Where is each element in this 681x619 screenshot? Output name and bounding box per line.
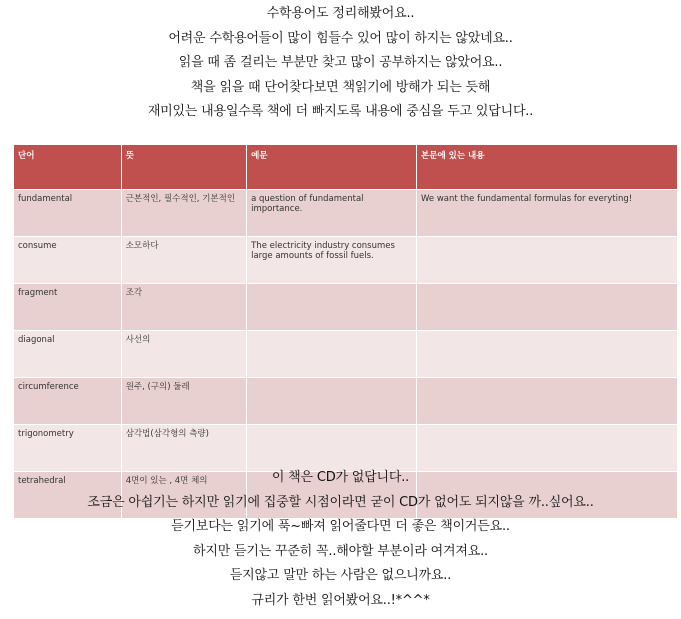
vocabulary-table (14, 145, 678, 518)
cell-example: a question of fundamental importance. (247, 190, 417, 237)
cell-meaning: 사선의 (121, 331, 246, 378)
cell-word: diagonal (14, 331, 121, 378)
intro-text (0, 2, 681, 125)
cell-meaning: 삼각법(삼각형의 측량) (121, 425, 246, 472)
header-body: 본문에 있는 내용 (417, 145, 678, 190)
cell-meaning: 원주, (구의) 둘레 (121, 378, 246, 425)
cell-example (247, 425, 417, 472)
cell-body: We want the fundamental formulas for everyting! (417, 190, 678, 237)
table-header-row (14, 145, 678, 190)
header-example: 예문 (247, 145, 417, 190)
cell-body (417, 284, 678, 331)
outro-line: 조금은 아쉽기는 하지만 읽기에 집중할 시점이라면 굳이 CD가 없어도 되지않을 까..싶어요.. (87, 494, 594, 510)
cell-example (247, 284, 417, 331)
cell-word: consume (14, 237, 121, 284)
cell-example (247, 378, 417, 425)
cell-word: circumference (14, 378, 121, 425)
header-meaning: 뜻 (121, 145, 246, 190)
header-word: 단어 (14, 145, 121, 190)
cell-body (417, 237, 678, 284)
table-row (14, 190, 678, 237)
cell-word: tetrahedral (14, 472, 121, 519)
table-row (14, 331, 678, 378)
outro-line: 듣지않고 말만 하는 사람은 없으니까요.. (229, 568, 452, 583)
intro-line: 수학용어도 정리해봤어요.. (266, 6, 415, 21)
cell-meaning: 근본적인, 필수적인, 기본적인 (121, 190, 246, 237)
outro-line: 하지만 듣기는 꾸준히 꼭..해야할 부분이라 여겨져요.. (193, 543, 488, 559)
cell-example (247, 331, 417, 378)
table-row (14, 425, 678, 472)
cell-body (417, 331, 678, 378)
outro-line: 듣기보다는 읽기에 푹~빠져 읽어줄다면 더 좋은 책이거든요.. (171, 519, 510, 534)
intro-line: 재미있는 내용일수록 책에 더 빠지도록 내용에 중심을 두고 있답니다.. (147, 104, 534, 119)
table-row (14, 284, 678, 331)
cell-word: fundamental (14, 190, 121, 237)
cell-body (417, 425, 678, 472)
cell-meaning: 조각 (121, 284, 246, 331)
intro-line: 책을 읽을 때 단어찾다보면 책읽기에 방해가 되는 듯해 (190, 79, 491, 95)
cell-example: The electricity industry consumes large amounts of fossil fuels. (247, 237, 417, 284)
outro-line: 규리가 한번 읽어봤어요..!*^^* (251, 592, 430, 608)
cell-meaning: 소모하다 (121, 237, 246, 284)
table-row (14, 237, 678, 284)
cell-body (417, 378, 678, 425)
outro-line: 이 책은 CD가 없답니다.. (271, 470, 410, 485)
intro-line: 읽을 때 좀 걸리는 부분만 찾고 많이 공부하지는 않았어요.. (178, 55, 503, 70)
intro-line: 어려운 수학용어들이 많이 힘들수 있어 많이 하지는 않았네요.. (168, 30, 513, 46)
table-row (14, 378, 678, 425)
cell-meaning: 4면이 있는 , 4면 체의 (121, 472, 246, 519)
cell-word: trigonometry (14, 425, 121, 472)
cell-word: fragment (14, 284, 121, 331)
outro-text (0, 466, 681, 613)
